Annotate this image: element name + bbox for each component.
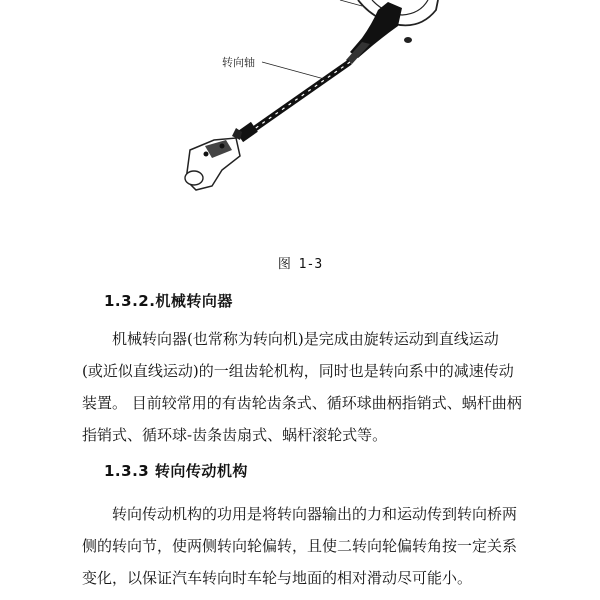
gear-box-bolt <box>220 144 225 149</box>
figure-caption: 图 1-3 <box>277 257 323 272</box>
section-heading-mechanical-steering-gear: 1.3.2.机械转向器 <box>104 292 233 310</box>
text-line: 机械转向器(也常称为转向机)是完成由旋转运动到直线运动 <box>112 330 499 348</box>
paragraph-steering-linkage <box>82 498 522 594</box>
text-line: 转向传动机构的功用是将转向器输出的力和运动传到转向桥两 <box>112 505 518 523</box>
steering-shaft-figure <box>0 0 600 235</box>
callout-leader-line <box>262 62 328 80</box>
text-line: 指销式、循环球-齿条齿扇式、蜗杆滚轮式等。 <box>82 426 388 444</box>
text-line: (或近似直线运动)的一组齿轮机构，同时也是转向系中的减速传动 <box>82 362 514 380</box>
text-line: 侧的转向节，使两侧转向轮偏转，且使二转向轮偏转角按一定关系 <box>82 537 518 555</box>
paragraph-mechanical-steering-gear <box>82 323 522 451</box>
text-line: 变化，以保证汽车转向时车轮与地面的相对滑动尽可能小。 <box>82 569 473 587</box>
wheel-mount-bolt <box>404 37 412 43</box>
callout-label: 转向轴 <box>222 56 255 69</box>
steering-column-drawing <box>0 0 600 235</box>
text-line: 装置。 目前较常用的有齿轮齿条式、循环球曲柄指销式、蜗杆曲柄 <box>82 394 522 412</box>
gear-box-bolt <box>204 152 209 157</box>
section-heading-steering-linkage: 1.3.3 转向传动机构 <box>104 462 248 480</box>
gear-box-port <box>185 171 203 185</box>
